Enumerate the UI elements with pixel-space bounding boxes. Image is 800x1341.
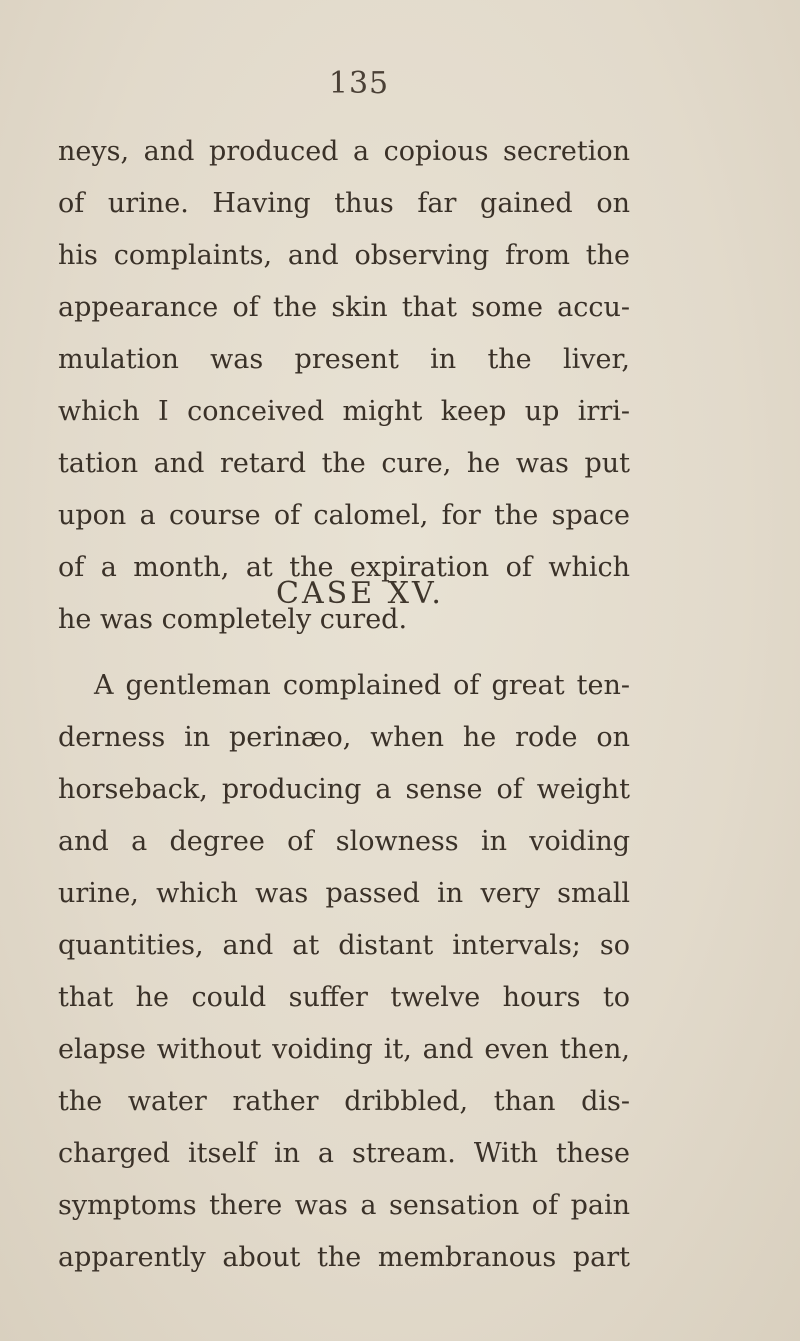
text-line: horseback, producing a sense of weight: [58, 774, 630, 805]
text-line: upon a course of calomel, for the space: [58, 500, 630, 531]
text-line: derness in perinæo, when he rode on: [58, 722, 630, 753]
text-line: appearance of the skin that some accu-: [58, 292, 630, 323]
text-line: his complaints, and observing from the: [58, 240, 630, 271]
text-line: of a month, at the expiration of which: [58, 552, 630, 583]
text-line: elapse without voiding it, and even then,: [58, 1034, 630, 1065]
case-heading: CASE XV.: [276, 576, 444, 611]
paragraph-case: [58, 660, 630, 1284]
text-line: quantities, and at distant intervals; so: [58, 930, 630, 961]
text-line: neys, and produced a copious secretion: [58, 136, 630, 167]
text-line: of urine. Having thus far gained on: [58, 188, 630, 219]
text-line: mulation was present in the liver,: [58, 344, 630, 375]
text-line: charged itself in a stream. With these: [58, 1138, 630, 1169]
text-line: apparently about the membranous part: [58, 1242, 630, 1273]
text-line: urine, which was passed in very small: [58, 878, 630, 909]
text-line: tation and retard the cure, he was put: [58, 448, 630, 479]
text-line: the water rather dribbled, than dis-: [58, 1086, 630, 1117]
text-line: he was completely cured.: [58, 604, 408, 635]
text-line: A gentleman complained of great ten-: [94, 670, 630, 701]
paragraph-continuation: [58, 126, 630, 646]
page-number: 135: [328, 66, 390, 101]
text-line: that he could suffer twelve hours to: [58, 982, 630, 1013]
text-line: which I conceived might keep up irri-: [58, 396, 630, 427]
text-line: and a degree of slowness in voiding: [58, 826, 630, 857]
text-line: symptoms there was a sensation of pain: [58, 1190, 630, 1221]
